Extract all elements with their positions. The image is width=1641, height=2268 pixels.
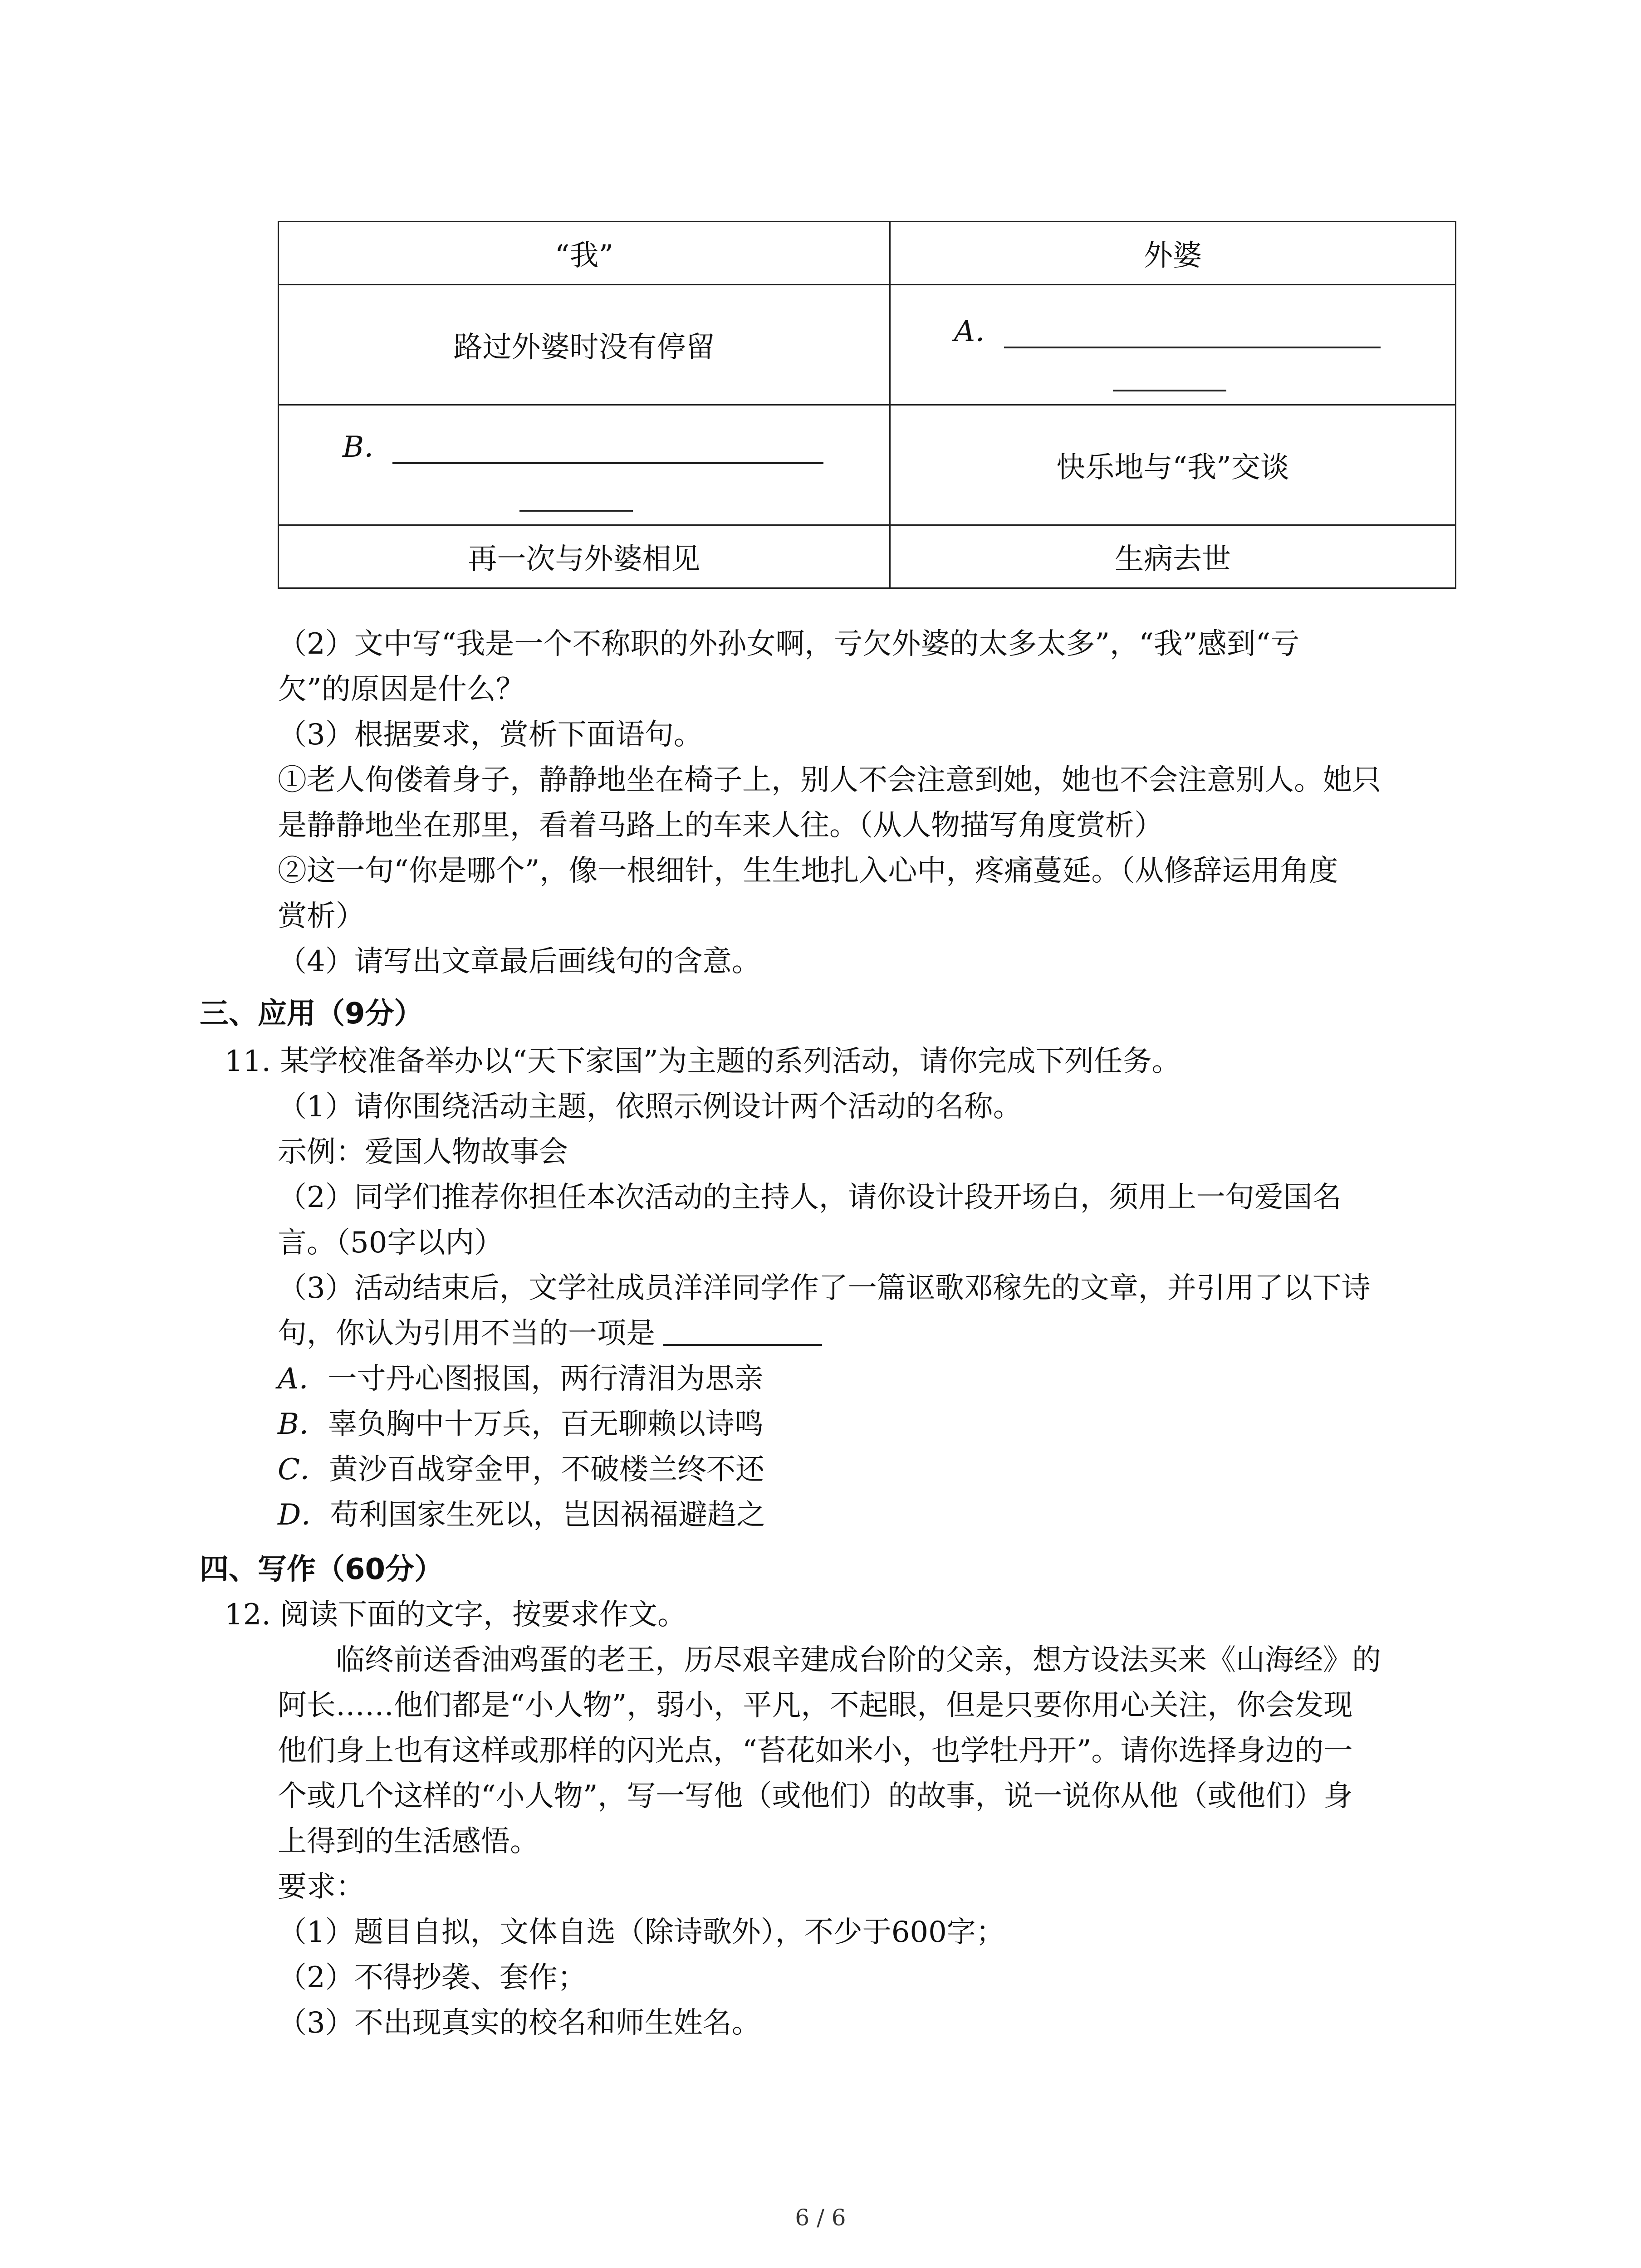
table-header-grandma: 外婆 [890,222,1456,285]
option-a [278,1356,763,1402]
table-row [279,525,1456,588]
option-text: 苟利国家生死以，岂因祸福避趋之 [330,1498,766,1532]
blank-label-a: A． [954,315,1004,348]
requirement-1: （1）题目自拟，文体自选（除诗歌外），不少于600字； [278,1916,1005,1949]
option-c [278,1447,764,1492]
page-number: 6 / 6 [795,2204,846,2231]
option-letter: D． [278,1498,330,1532]
table-cell: 快乐地与“我”交谈 [890,405,1456,525]
q11-example: 示例：爱国人物故事会 [278,1135,568,1169]
comparison-table [278,221,1456,589]
table-cell: 再一次与外婆相见 [279,525,890,588]
q11-part3-line1: （3）活动结束后，文学社成员洋洋同学作了一篇讴歌邓稼先的文章，并引用了以下诗 [278,1271,1371,1305]
answer-blank-b [279,406,889,524]
prompt-paragraph-line5: 上得到的生活感悟。 [278,1825,539,1858]
answer-line[interactable] [519,510,633,512]
table-row [279,285,1456,405]
option-text: 黄沙百战穿金甲，不破楼兰终不还 [328,1453,764,1486]
requirement-3: （3）不出现真实的校名和师生姓名。 [278,2006,761,2040]
option-text: 一寸丹心图报国，两行清泪为思亲 [328,1362,764,1396]
table-cell [890,285,1456,405]
option-b [278,1402,764,1447]
section-heading-application: 三、应用（9分） [200,997,423,1031]
q11-part3-line2 [278,1311,822,1356]
table-cell: 生病去世 [890,525,1456,588]
answer-blank-a [891,285,1455,404]
q11-part2-line2: 言。（50字以内） [278,1226,504,1260]
option-letter: B． [278,1408,328,1441]
q10-sentence1-line1: ①老人佝偻着身子，静静地坐在椅子上，别人不会注意到她，她也不会注意别人。她只 [278,763,1381,797]
q10-part4: （4）请写出文章最后画线句的含意。 [278,945,761,978]
section-heading-writing: 四、写作（60分） [200,1553,444,1586]
prompt-paragraph-line2: 阿长……他们都是“小人物”，弱小，平凡，不起眼，但是只要你用心关注，你会发现 [278,1689,1353,1722]
option-letter: C． [278,1453,329,1486]
blank-label-b: B． [343,430,393,464]
table-header-me: “我” [279,222,890,285]
prompt-paragraph-line4: 个或几个这样的“小人物”，写一写他（或他们）的故事，说一说你从他（或他们）身 [278,1779,1353,1813]
option-text: 辜负胸中十万兵，百无聊赖以诗鸣 [328,1408,764,1441]
table-cell [279,405,890,525]
table-row [279,405,1456,525]
q11-intro: 11. 某学校准备举办以“天下家国”为主题的系列活动，请你完成下列任务。 [225,1045,1181,1078]
table-cell: 路过外婆时没有停留 [279,285,890,405]
q11-part2-line1: （2）同学们推荐你担任本次活动的主持人，请你设计段开场白，须用上一句爱国名 [278,1181,1342,1214]
q11-part3-prompt: 句，你认为引用不当的一项是 [278,1317,655,1350]
q10-sentence1-line2: 是静静地坐在那里，看着马路上的车来人往。（从人物描写角度赏析） [278,809,1163,842]
q10-sentence2-line1: ②这一句“你是哪个”，像一根细针，生生地扎入心中，疼痛蔓延。（从修辞运用角度 [278,854,1338,888]
option-d [278,1492,765,1538]
answer-line[interactable] [1004,347,1381,348]
answer-line[interactable] [1113,390,1226,391]
answer-line[interactable] [392,462,823,464]
q10-sentence2-line2: 赏析） [278,899,365,933]
q10-part2-line1: （2）文中写“我是一个不称职的外孙女啊，亏欠外婆的太多太多”，“我”感到“亏 [278,627,1300,661]
table-row [279,222,1456,285]
q10-part2-line2: 欠”的原因是什么？ [278,673,525,706]
prompt-paragraph-line3: 他们身上也有这样或那样的闪光点，“苔花如米小，也学牡丹开”。请你选择身边的一 [278,1734,1353,1768]
q11-part1: （1）请你围绕活动主题，依照示例设计两个活动的名称。 [278,1090,1022,1124]
answer-blank[interactable] [663,1317,822,1346]
q12-intro: 12. 阅读下面的文字，按要求作文。 [225,1598,687,1632]
prompt-paragraph-line1: 临终前送香油鸡蛋的老王，历尽艰辛建成台阶的父亲，想方设法买来《山海经》的 [336,1643,1381,1677]
requirements-label: 要求： [278,1870,365,1904]
requirement-2: （2）不得抄袭、套作； [278,1961,587,1994]
q10-part3: （3）根据要求，赏析下面语句。 [278,718,703,752]
option-letter: A． [278,1362,328,1396]
